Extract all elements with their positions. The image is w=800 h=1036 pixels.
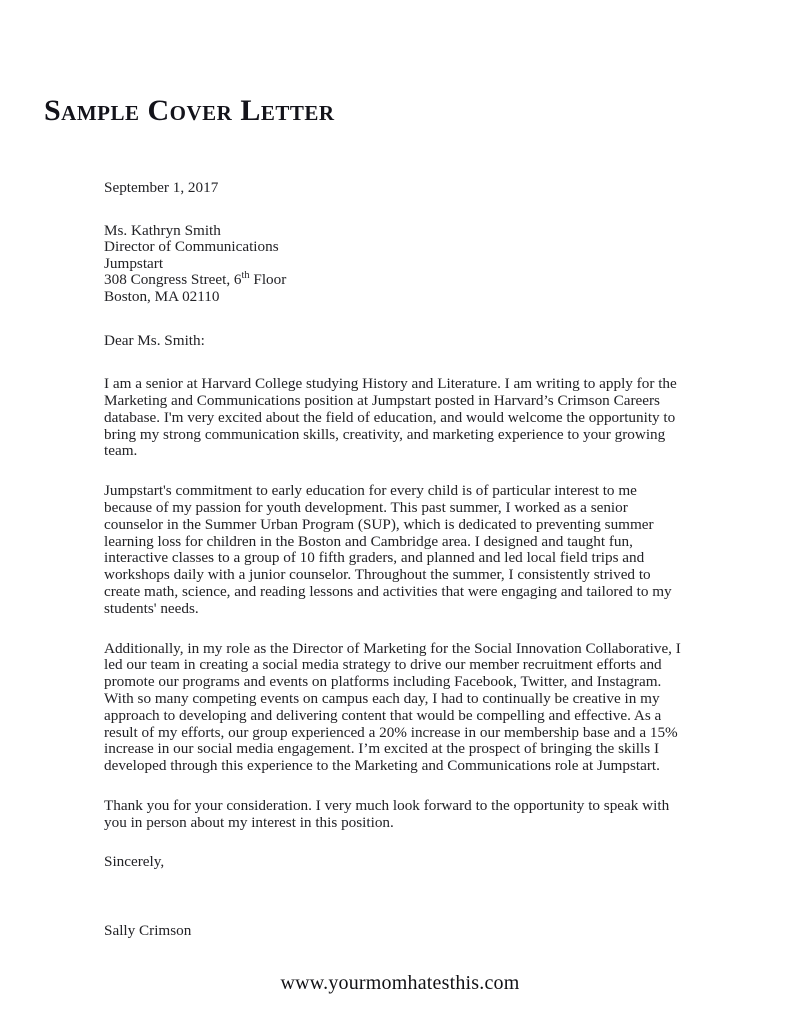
recipient-organization: Jumpstart — [104, 254, 164, 272]
recipient-street-address — [104, 272, 686, 289]
body-paragraph-2: Jumpstart's commitment to early education for every child is of particular interest to me because of my passion for youth development. This past summer, I worked as a senior counselor in the Summer Urban Program (SUP), which is dedicated to preventing summer learning loss for children in the Boston and Cambridge area. I designed and taught fun, interactive classes to a group of 10 fifth graders, and planned and led local field trips and workshops daily with a junior counselor. Throughout the summer, I consistently strived to create math, science, and reading lessons and activities that were engaging and tailored to my students' needs. — [104, 482, 672, 617]
body-paragraph-3: Additionally, in my role as the Director of Marketing for the Social Innovation Collaborative, I led our team in creating a social media strategy to drive our member recruitment efforts and promote our programs and events on platforms including Facebook, Twitter, and Instagram. With so many competing events on campus each day, I had to continually be creative in my approach to developing and delivering content that would be compelling and effective. As a result of my efforts, our group experienced a 20% increase in our membership base and a 15% increase in our social media engagement. I’m excited at the prospect of bringing the skills I developed through this experience to the Marketing and Communications role at Jumpstart. — [104, 639, 681, 775]
recipient-city-state-zip: Boston, MA 02110 — [104, 287, 220, 305]
recipient-job-title: Director of Communications — [104, 238, 279, 256]
recipient-address-block — [104, 223, 686, 306]
recipient-name: Ms. Kathryn Smith — [104, 221, 221, 239]
recipient-street-number: 308 Congress Street, 6 — [104, 271, 242, 289]
signature-name: Sally Crimson — [104, 922, 192, 940]
body-paragraph-1: I am a senior at Harvard College studying History and Literature. I am writing to apply for the Marketing and Communications position at Jumpstart posted in Harvard’s Crimson Careers database. I'm very excited about the field of education, and would welcome the opportunity to bring my strong communication skills, creativity, and marketing experience to your growing team. — [104, 375, 677, 460]
page-title: Sample Cover Letter — [44, 94, 335, 128]
body-paragraph-4: Thank you for your consideration. I very much look forward to the opportunity to speak with you in person about my interest in this position. — [104, 796, 670, 831]
closing-line: Sincerely, — [104, 853, 165, 871]
letter-date: September 1, 2017 — [104, 179, 219, 196]
letter-body — [104, 180, 686, 940]
salutation: Dear Ms. Smith: — [104, 331, 205, 349]
recipient-street-suffix: Floor — [249, 271, 287, 289]
street-ordinal-suffix: th — [241, 270, 250, 282]
footer-url: www.yourmomhatesthis.com — [280, 972, 520, 994]
